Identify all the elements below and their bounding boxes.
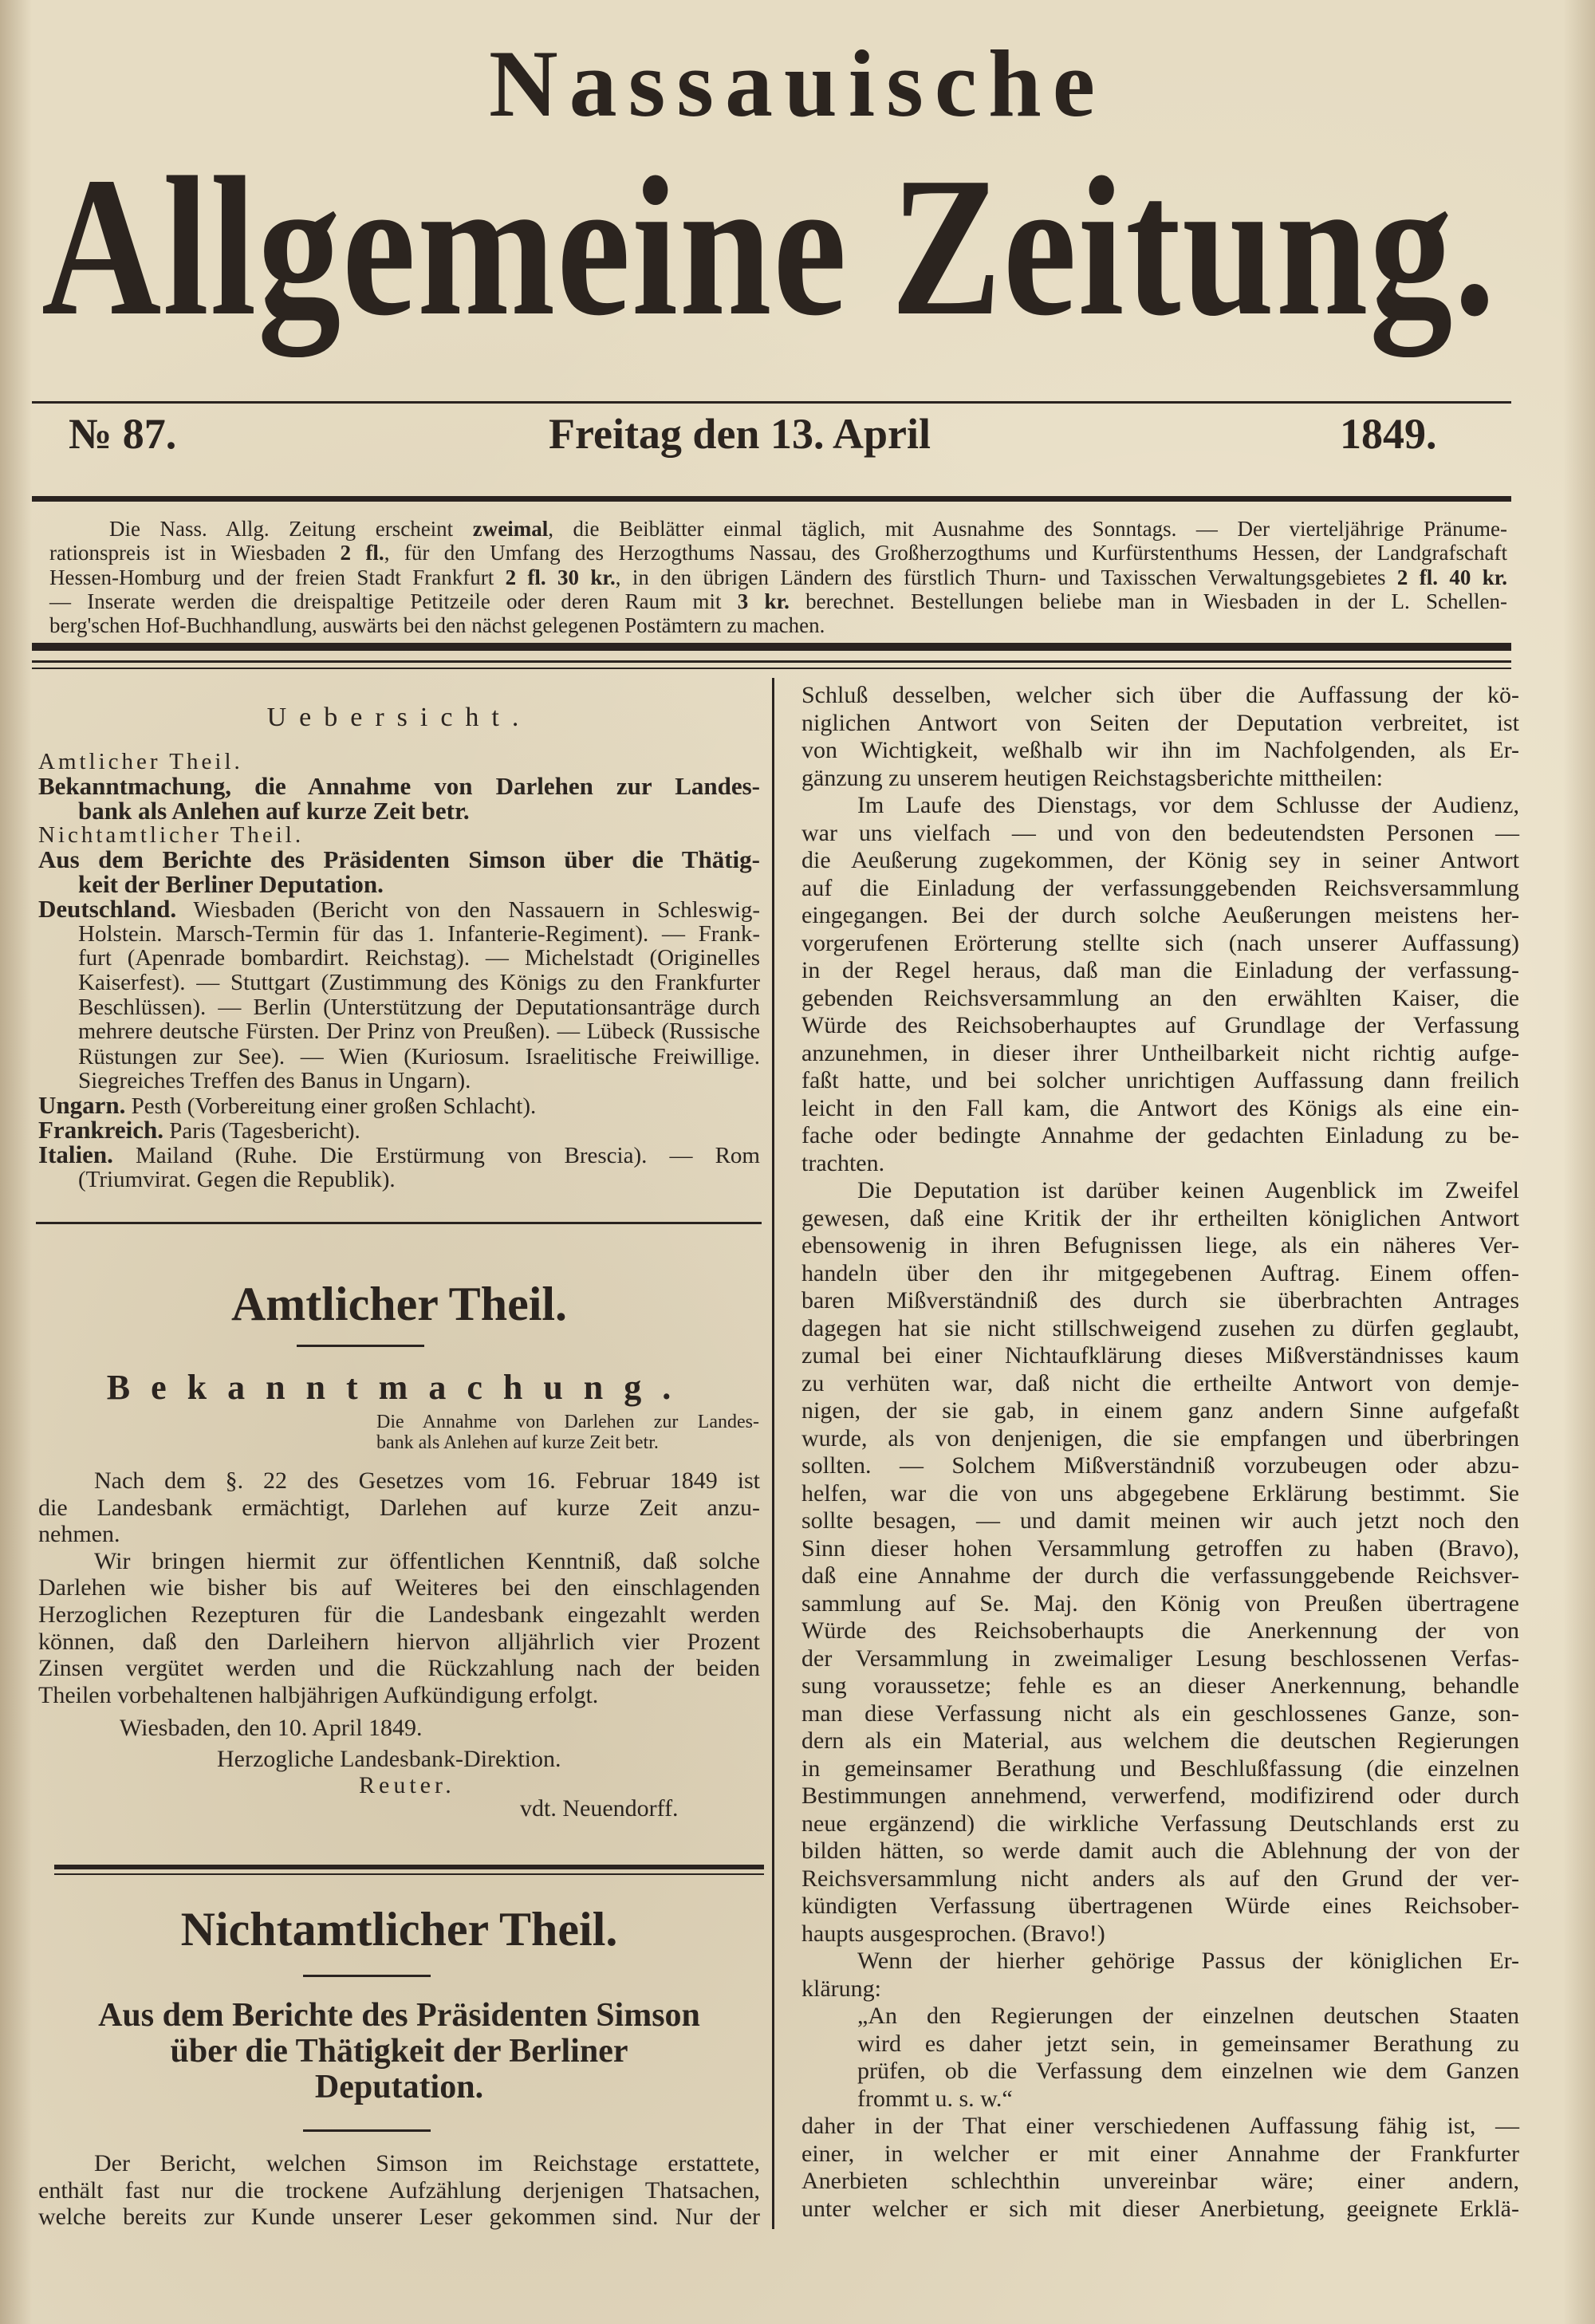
text-line — [801, 1480, 1519, 1508]
text-run: Theilen vorbehaltenen halbjährigen Aufkündigung erfolgt. — [38, 1681, 599, 1708]
table-of-contents — [38, 702, 760, 1192]
text-run: können, daß den Darleihern hiervon alljährlich vier Prozent — [38, 1628, 760, 1655]
text-line — [38, 1467, 760, 1495]
emphasis-text: Frankreich. — [38, 1115, 163, 1144]
title-rule — [303, 1975, 431, 1977]
text-line — [801, 1232, 1519, 1260]
emphasis-text: 2 fl. 40 kr. — [1396, 565, 1508, 589]
text-run: prüfen, ob die Verfassung dem einzelnen wie dem Ganzen — [857, 2058, 1519, 2084]
text-line — [801, 1095, 1519, 1123]
text-line — [801, 1645, 1519, 1673]
text-run: daß eine Annahme der durch die verfassunggebende Reichsver- — [801, 1562, 1519, 1589]
masthead-title: Allgemeine Zeitung. — [41, 136, 1497, 357]
text-line — [801, 930, 1519, 958]
text-line — [801, 1617, 1519, 1645]
overview-entry-line — [38, 845, 760, 874]
text-run: daher in der That einer verschiedenen Auffassung fähig ist, — — [801, 2113, 1519, 2139]
emphasis-text: 2 fl. 30 kr. — [505, 565, 616, 589]
issue-number: № 87. — [69, 410, 177, 458]
article-body-right — [801, 682, 1519, 2223]
text-run: Wiesbaden (Bericht von den Nassauern in Schleswig- — [176, 896, 760, 923]
overview-entry-line — [38, 869, 760, 898]
text-line — [801, 820, 1519, 848]
text-run: war uns vielfach — und von den bedeutendsten Personen — — [801, 819, 1519, 846]
overview-entries — [38, 750, 760, 1192]
overview-entry-line — [38, 1168, 760, 1192]
overview-entry-line — [38, 995, 760, 1020]
text-run: Mailand (Ruhe. Die Erstürmung von Brescia). — Rom — [112, 1142, 760, 1168]
text-run: berechnet. Bestellungen beliebe man in Wiesbaden in der L. Schellen- — [789, 589, 1507, 613]
overview-entry-line — [38, 1069, 760, 1093]
text-run: fache oder bedingte Annahme der gedachten Einladung zu be- — [801, 1122, 1519, 1148]
text-run: Im Laufe des Dienstags, vor dem Schlusse der Audienz, — [857, 792, 1519, 818]
text-run: Bestimmungen annehmend, verwerfend, modifizirend oder durch — [801, 1782, 1519, 1809]
text-line — [801, 875, 1519, 903]
subscription-notice — [49, 517, 1507, 637]
text-line — [801, 2031, 1519, 2058]
text-line — [38, 2204, 760, 2231]
text-run: faßt hatte, und bei solcher unrichtigen Auffassung dann freilich — [801, 1067, 1519, 1093]
text-run: Pesth (Vorbereitung einer großen Schlacht). — [125, 1093, 537, 1120]
text-run: niglichen Antwort von Seiten der Deputation verbreitet, ist — [801, 709, 1519, 736]
text-line — [376, 1432, 759, 1453]
text-line — [801, 1535, 1519, 1563]
text-line — [801, 710, 1519, 738]
text-run: gänzung zu unserem heutigen Reichstagsberichte mittheilen: — [801, 764, 1383, 791]
text-line — [801, 1177, 1519, 1205]
article-title-line: Deputation. — [314, 2069, 484, 2105]
text-run: auf die Einladung der verfassunggebenden Reichsversammlung — [801, 874, 1519, 901]
text-run: bank als Anlehen auf kurze Zeit betr. — [78, 796, 470, 825]
overview-heading: Uebersicht. — [266, 703, 532, 732]
text-run: welche bereits zur Kunde unserer Leser gekommen sind. Nur der — [38, 2204, 760, 2231]
text-line — [38, 2150, 760, 2177]
text-line — [801, 985, 1519, 1013]
text-run: sammlung auf Se. Maj. den König von Preußen übertragene — [801, 1589, 1519, 1617]
emphasis-text: zweimal — [472, 517, 549, 541]
text-line — [38, 1548, 760, 1575]
text-line — [801, 2113, 1519, 2141]
text-run: sollten. — Solchem Mißverständniß vorzubeugen oder abzu- — [801, 1452, 1519, 1479]
text-line — [801, 1150, 1519, 1178]
text-run: Holstein. Marsch-Termin für das 1. Infanterie-Regiment). — Frank- — [78, 920, 760, 947]
text-run: Beschlüssen). — Berlin (Unterstützung der Deputationsanträge durch — [78, 994, 760, 1020]
text-line — [801, 1260, 1519, 1288]
text-line — [38, 1682, 760, 1709]
overview-entry-line — [38, 771, 760, 800]
text-run: man diese Verfassung nicht als ein geschlossenes Ganze, son- — [801, 1700, 1519, 1727]
text-line — [801, 1012, 1519, 1040]
text-run: sollte besagen, — und damit meinen wir auch jetzt noch den — [801, 1507, 1519, 1534]
text-line — [801, 1838, 1519, 1865]
text-run: die Aeußerung zugekommen, der König sey in seiner Antwort — [801, 847, 1519, 873]
overview-entry-line — [38, 750, 760, 774]
masthead-rule — [32, 401, 1511, 404]
overview-entry-line — [38, 1045, 760, 1069]
text-line — [801, 1507, 1519, 1535]
text-run: , für den Umfang des Herzogthums Nassau, des Großherzogthums und Kurfürstenthums Hessen, der Landgrafschaft — [384, 541, 1507, 565]
text-line — [801, 1452, 1519, 1480]
article-body-left — [38, 2150, 760, 2231]
text-run: keit der Berliner Deputation. — [78, 869, 384, 898]
text-line — [49, 541, 1507, 565]
text-run: leicht in den Fall kam, die Antwort des Königs als eine ein- — [801, 1094, 1519, 1121]
text-run: vorgerufenen Erörterung stellte sich (nach unserer Auffassung) — [801, 929, 1519, 956]
text-run: furt (Apenrade bombardirt. Reichstag). — Michelstadt (Originelles — [78, 945, 760, 971]
overview-entry-line — [38, 823, 760, 848]
article-title — [38, 1998, 760, 2105]
title-rule — [303, 2129, 431, 2132]
text-line — [801, 1755, 1519, 1783]
issue-date: Freitag den 13. April — [549, 410, 931, 458]
text-line — [801, 1040, 1519, 1068]
text-line — [801, 737, 1519, 765]
text-run: von Wichtigkeit, weßhalb wir ihn im Nachfolgenden, als Er- — [801, 737, 1519, 763]
text-line — [801, 1672, 1519, 1700]
title-rule — [297, 1345, 424, 1347]
text-line — [801, 1727, 1519, 1755]
text-run: zumal bei einer Nichtaufklärung dieses Mißverständnisses kaum — [801, 1342, 1519, 1369]
text-run: zu verhüten war, daß nicht die ertheilte Antwort von demje- — [801, 1369, 1519, 1396]
text-run: Darlehen wie bisher bis auf Weiteres bei den einschlagenden — [38, 1574, 760, 1601]
text-run: der Versammlung in zweimaliger Lesung beschlossenen Verfas- — [801, 1645, 1519, 1672]
text-run: Die Annahme von Darlehen zur Landes- — [376, 1412, 759, 1432]
section-rule-thick — [54, 1865, 764, 1869]
section-rule-thin — [54, 1873, 764, 1875]
text-run: neue ergänzend) die wirkliche Verfassung Deutschlands erst zu — [801, 1810, 1519, 1837]
text-line — [38, 1495, 760, 1522]
article-title-line: Aus dem Berichte des Präsidenten Simson — [98, 1997, 700, 2034]
text-run: Der Bericht, welchen Simson im Reichstage erstattete, — [94, 2150, 760, 2176]
header-rule-thick — [32, 643, 1511, 651]
text-line — [801, 1920, 1519, 1948]
text-line — [801, 1562, 1519, 1590]
text-run: wurde, als von denjenigen, die sie empfangen und überbringen — [801, 1424, 1519, 1452]
text-line — [38, 1655, 760, 1682]
text-line — [801, 1287, 1519, 1315]
text-run: , die Beiblätter einmal täglich, mit Ausnahme des Sonntags. — Der vierteljährige Pränume- — [548, 517, 1507, 541]
text-run: kündigten Verfassung übertragenen Würde eines Reichsober- — [801, 1893, 1519, 1919]
text-run: Paris (Tagesbericht). — [163, 1117, 360, 1144]
overview-entry-line — [38, 1093, 760, 1118]
text-line — [49, 589, 1507, 613]
text-run: klärung: — [801, 1975, 881, 2002]
overview-rule — [36, 1222, 762, 1224]
notice-subject — [376, 1412, 759, 1453]
notice-place-date: Wiesbaden, den 10. April 1849. — [120, 1715, 423, 1741]
text-run: in gemeinsamer Berathung und Beschlußfassung (die einzelnen — [801, 1755, 1519, 1782]
text-run: Schluß desselben, welcher sich über die Auffassung der kö- — [801, 682, 1519, 708]
text-run: Zinsen vergütet werden und die Rückzahlung nach der beiden — [38, 1655, 760, 1682]
text-run: „An den Regierungen der einzelnen deutschen Staaten — [857, 2003, 1519, 2029]
text-run: haupts ausgesprochen. (Bravo!) — [801, 1920, 1105, 1947]
emphasis-text: 3 kr. — [737, 589, 790, 613]
text-line — [49, 517, 1507, 541]
text-run: anzunehmen, in dieser ihrer Untheilbarkeit nicht richtig aufge- — [801, 1039, 1519, 1066]
text-line — [801, 2141, 1519, 2168]
text-run: Nach dem §. 22 des Gesetzes vom 16. Februar 1849 ist — [94, 1467, 760, 1494]
text-line — [801, 2196, 1519, 2224]
text-line — [38, 1574, 760, 1601]
text-line — [801, 1122, 1519, 1150]
text-run: enthält fast nur die trockene Aufzählung derjenigen Thatsachen, — [38, 2176, 760, 2204]
text-run: Aus dem Berichte des Präsidenten Simson über die Thätig- — [38, 845, 760, 874]
text-run: nehmen. — [38, 1521, 120, 1548]
text-line — [801, 1067, 1519, 1095]
text-line — [801, 1205, 1519, 1233]
masthead-line-1: Nassauische — [488, 30, 1107, 136]
overview-entry-line — [38, 1115, 760, 1144]
text-line — [801, 1315, 1519, 1343]
overview-entry-line — [38, 922, 760, 947]
text-run: (Triumvirat. Gegen die Republik). — [78, 1166, 396, 1192]
text-line — [38, 1521, 760, 1548]
notice-countersign: vdt. Neuendorff. — [520, 1795, 679, 1822]
overview-entry-line — [38, 1020, 760, 1045]
text-line — [801, 2003, 1519, 2031]
text-line — [38, 1629, 760, 1656]
text-line — [801, 847, 1519, 875]
text-run: eingegangen. Bei der durch solche Aeußerungen meistens her- — [801, 902, 1519, 928]
text-line — [801, 682, 1519, 710]
text-line — [801, 1590, 1519, 1618]
emphasis-text: 2 fl. — [340, 541, 384, 565]
text-line — [49, 613, 1507, 637]
text-run: Wir bringen hiermit zur öffentlichen Kenntniß, daß solche — [94, 1547, 760, 1574]
notice-title: Bekanntmachung. — [106, 1368, 692, 1407]
text-run: dagegen hat sie nicht stillschweigend zusehen zu dürfen geglaubt, — [801, 1314, 1519, 1341]
issue-year: 1849. — [1340, 410, 1437, 458]
text-run: helfen, war die von uns abgegebene Erklärung bestimmt. Sie — [801, 1479, 1519, 1507]
text-line — [801, 1782, 1519, 1810]
text-run: Anerbieten schlechthin unvereinbar wäre; einer andern, — [801, 2168, 1519, 2194]
emphasis-text: Italien. — [38, 1140, 113, 1168]
text-run: nigen, der sie gab, in einem ganz andern Sinne aufgefaßt — [801, 1397, 1519, 1424]
section-title-official: Amtlicher Theil. — [230, 1278, 568, 1330]
text-run: sung voraussetze; fehle es an dieser Anerkennung, behandle — [801, 1672, 1519, 1699]
overview-entry-line — [38, 946, 760, 971]
text-run: unter welcher er sich mit dieser Anerbietung, geeignete Erklä- — [801, 2195, 1519, 2222]
text-run: Bekanntmachung, die Annahme von Darlehen zur Landes- — [38, 771, 760, 800]
text-run: gebenden Reichsversammlung an den erwählten Kaiser, die — [801, 984, 1519, 1011]
text-line — [38, 1601, 760, 1629]
notice-body — [38, 1467, 760, 1708]
text-run: in der Regel heraus, daß man die Einladung der verfassung- — [801, 957, 1519, 983]
text-run: rationspreis ist in Wiesbaden — [49, 541, 341, 565]
text-run: Würde des Reichsoberhauptes auf Grundlage der Verfassung — [801, 1012, 1519, 1038]
text-line — [801, 1425, 1519, 1453]
text-run: dern als ein Material, aus welchem die deutschen Regierungen — [801, 1727, 1519, 1754]
text-run: Siegreiches Treffen des Banus in Ungarn). — [78, 1068, 471, 1094]
text-line — [376, 1412, 759, 1432]
text-run: die Landesbank ermächtigt, Darlehen auf kurze Zeit anzu- — [38, 1494, 760, 1521]
notice-authority: Herzogliche Landesbank-Direktion. — [217, 1746, 561, 1772]
text-line — [801, 1397, 1519, 1425]
text-run: bank als Anlehen auf kurze Zeit betr. — [376, 1432, 659, 1453]
text-line — [801, 2086, 1519, 2113]
text-line — [801, 1342, 1519, 1370]
text-run: handeln über den ihr mitgegebenen Auftrag. Einem offen- — [801, 1259, 1519, 1286]
emphasis-text: Deutschland. — [38, 894, 177, 923]
text-run: Wenn der hierher gehörige Passus der königlichen Er- — [857, 1948, 1519, 1974]
text-run: trachten. — [801, 1149, 885, 1176]
text-run: Die Nass. Allg. Zeitung erscheint — [109, 517, 473, 541]
notice-signatory: Reuter. — [359, 1772, 455, 1798]
text-line — [801, 765, 1519, 793]
text-line — [801, 1975, 1519, 2003]
text-run: baren Mißverständniß des durch sie überbrachten Antrages — [801, 1287, 1519, 1314]
text-run: Rüstungen zur See). — Wien (Kuriosum. Israelitische Freiwillige. — [78, 1043, 760, 1069]
overview-entry-line — [38, 1140, 760, 1168]
text-line — [801, 2168, 1519, 2196]
overview-entry-line — [38, 796, 760, 825]
overview-entry-line — [38, 894, 760, 923]
text-run: Hessen-Homburg und der freien Stadt Frankfurt — [49, 565, 506, 589]
text-run: — Inserate werden die dreispaltige Petitzeile oder deren Raum mit — [49, 589, 738, 613]
text-run: gewesen, daß eine Kritik der ihr ertheilten königlichen Antwort — [801, 1204, 1519, 1231]
header-rule-thin-2 — [32, 668, 1511, 669]
text-run: bilden hätten, so werde damit auch die Ablehnung der von der — [801, 1838, 1519, 1864]
overview-entry-line — [38, 971, 760, 995]
text-line — [801, 957, 1519, 985]
text-line — [801, 902, 1519, 930]
header-rule-thin-1 — [32, 660, 1511, 663]
text-line — [801, 1370, 1519, 1398]
text-run: Kaiserfest). — Stuttgart (Zustimmung des Königs zu den Frankfurter — [78, 970, 760, 996]
text-run: berg'schen Hof-Buchhandlung, auswärts bei den nächst gelegenen Postämtern zu machen. — [49, 613, 825, 638]
text-run: Reichsversammlung nicht anders als auf den Grund der ver- — [801, 1865, 1519, 1892]
text-run: wird es daher jetzt sein, in gemeinsamer Berathung zu — [857, 2030, 1519, 2057]
text-run: Herzoglichen Rezepturen für die Landesbank eingezahlt werden — [38, 1601, 760, 1628]
text-run: mehrere deutsche Fürsten. Der Prinz von Preußen). — Lübeck (Russische — [78, 1018, 760, 1044]
text-run: ebensowenig in ihren Befugnissen liege, als ein näheres Ver- — [801, 1232, 1519, 1259]
text-line — [801, 1893, 1519, 1920]
text-run: Sinn dieser hohen Versammlung getroffen zu haben (Bravo), — [801, 1534, 1519, 1562]
text-line — [801, 1700, 1519, 1728]
text-line — [801, 1810, 1519, 1838]
text-run: frommt u. s. w.“ — [857, 2085, 1013, 2112]
text-line — [38, 2177, 760, 2204]
article-title-line: über die Thätigkeit der Berliner — [170, 2033, 628, 2070]
text-line — [49, 565, 1507, 589]
text-line — [801, 792, 1519, 820]
emphasis-text: Ungarn. — [38, 1091, 126, 1120]
dateline-rule — [32, 496, 1511, 502]
text-run: Amtlicher Theil. — [38, 749, 243, 774]
text-run: Nichtamtlicher Theil. — [38, 822, 305, 849]
section-title-unofficial: Nichtamtlicher Theil. — [180, 1903, 618, 1956]
text-line — [801, 1948, 1519, 1975]
text-run: Die Deputation ist darüber keinen Augenblick im Zweifel — [857, 1177, 1519, 1203]
text-line — [801, 1865, 1519, 1893]
text-run: , in den übrigen Ländern des fürstlich Thurn- und Taxisschen Verwaltungsgebietes — [615, 565, 1397, 589]
column-divider — [772, 678, 774, 2229]
text-line — [801, 2058, 1519, 2086]
text-run: einer, in welcher er mit einer Annahme der Frankfurter — [801, 2140, 1519, 2167]
text-run: Würde des Reichsoberhaupts die Anerkennung der von — [801, 1617, 1519, 1644]
